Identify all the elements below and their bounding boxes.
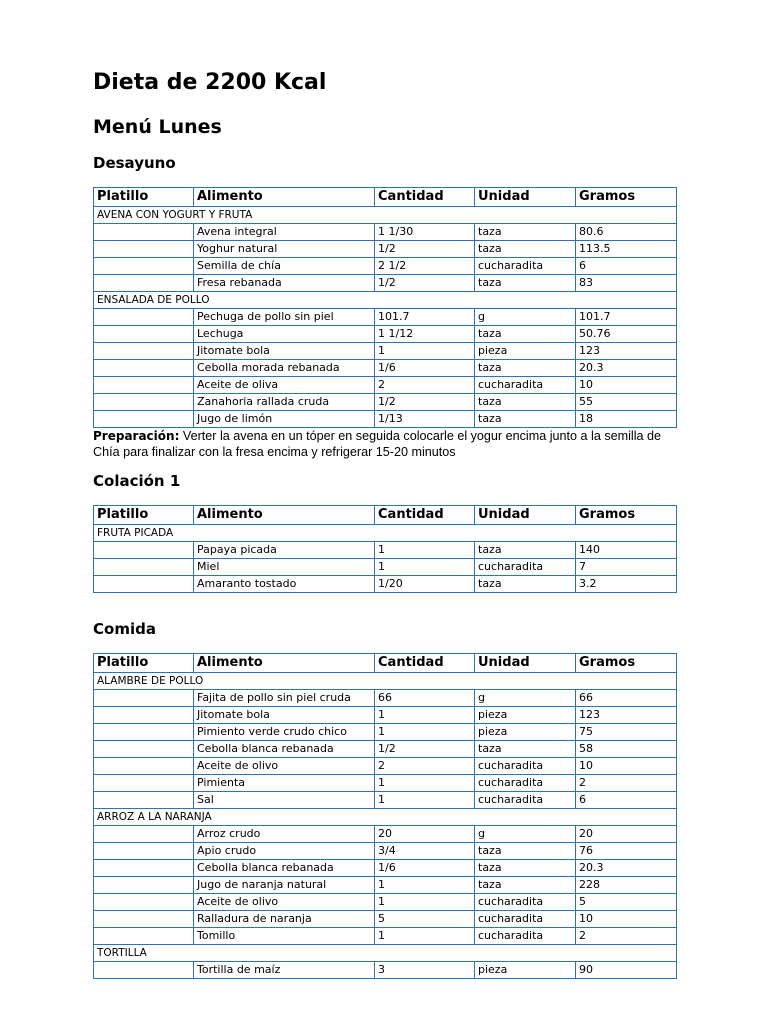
food-cell: Lechuga <box>194 326 375 343</box>
unit-cell: cucharadita <box>475 928 576 945</box>
document-title: Dieta de 2200 Kcal <box>93 70 327 95</box>
table-colacion-1 <box>93 505 677 593</box>
table-row <box>94 576 677 593</box>
quantity-cell: 1 <box>375 724 475 741</box>
grams-cell: 55 <box>576 394 677 411</box>
empty-cell <box>94 343 194 360</box>
quantity-cell: 1/20 <box>375 576 475 593</box>
quantity-cell: 2 <box>375 758 475 775</box>
unit-cell: taza <box>475 877 576 894</box>
grams-cell: 76 <box>576 843 677 860</box>
quantity-cell: 66 <box>375 690 475 707</box>
unit-cell: pieza <box>475 343 576 360</box>
empty-cell <box>94 360 194 377</box>
column-header: Platillo <box>94 654 194 673</box>
food-cell: Fajita de pollo sin piel cruda <box>194 690 375 707</box>
food-cell: Semilla de chía <box>194 258 375 275</box>
column-header: Cantidad <box>375 506 475 525</box>
menu-title: Menú Lunes <box>93 116 222 138</box>
table-row <box>94 877 677 894</box>
unit-cell: taza <box>475 741 576 758</box>
quantity-cell: 1 <box>375 792 475 809</box>
grams-cell: 50.76 <box>576 326 677 343</box>
unit-cell: g <box>475 309 576 326</box>
column-header: Platillo <box>94 506 194 525</box>
table-row <box>94 559 677 576</box>
food-cell: Sal <box>194 792 375 809</box>
dish-group-row <box>94 525 677 542</box>
section-heading-colacion-1: Colación 1 <box>93 472 181 490</box>
dish-name: AVENA CON YOGURT Y FRUTA <box>94 207 677 224</box>
empty-cell <box>94 877 194 894</box>
grams-cell: 58 <box>576 741 677 758</box>
empty-cell <box>94 826 194 843</box>
column-header: Cantidad <box>375 654 475 673</box>
dish-group-row <box>94 809 677 826</box>
empty-cell <box>94 741 194 758</box>
table-row <box>94 843 677 860</box>
quantity-cell: 1 1/12 <box>375 326 475 343</box>
quantity-cell: 20 <box>375 826 475 843</box>
empty-cell <box>94 542 194 559</box>
unit-cell: taza <box>475 394 576 411</box>
grams-cell: 2 <box>576 775 677 792</box>
dish-name: ENSALADA DE POLLO <box>94 292 677 309</box>
empty-cell <box>94 275 194 292</box>
dish-name: ARROZ A LA NARANJA <box>94 809 677 826</box>
grams-cell: 20.3 <box>576 360 677 377</box>
unit-cell: cucharadita <box>475 559 576 576</box>
table-row <box>94 241 677 258</box>
grams-cell: 113.5 <box>576 241 677 258</box>
food-cell: Aceite de olivo <box>194 758 375 775</box>
empty-cell <box>94 309 194 326</box>
dish-name: FRUTA PICADA <box>94 525 677 542</box>
preparation-text: Verter la avena en un tóper en seguida colocarle el yogur encima junto a la semilla de Chía para finalizar con la fresa encima y refrigerar 15-20 minutos <box>93 429 662 459</box>
dish-name: ALAMBRE DE POLLO <box>94 673 677 690</box>
grams-cell: 7 <box>576 559 677 576</box>
table-header-row <box>94 188 677 207</box>
empty-cell <box>94 559 194 576</box>
column-header: Gramos <box>576 506 677 525</box>
empty-cell <box>94 758 194 775</box>
table-header-row <box>94 506 677 525</box>
quantity-cell: 1 <box>375 928 475 945</box>
unit-cell: taza <box>475 576 576 593</box>
grams-cell: 20.3 <box>576 860 677 877</box>
unit-cell: taza <box>475 542 576 559</box>
food-cell: Amaranto tostado <box>194 576 375 593</box>
grams-cell: 10 <box>576 377 677 394</box>
unit-cell: cucharadita <box>475 911 576 928</box>
grams-cell: 5 <box>576 894 677 911</box>
column-header: Gramos <box>576 654 677 673</box>
empty-cell <box>94 962 194 979</box>
food-cell: Jitomate bola <box>194 707 375 724</box>
unit-cell: taza <box>475 275 576 292</box>
food-cell: Zanahoria rallada cruda <box>194 394 375 411</box>
grams-cell: 6 <box>576 258 677 275</box>
unit-cell: pieza <box>475 707 576 724</box>
food-cell: Jugo de limón <box>194 411 375 428</box>
unit-cell: taza <box>475 360 576 377</box>
column-header: Alimento <box>194 188 375 207</box>
table-row <box>94 962 677 979</box>
grams-cell: 90 <box>576 962 677 979</box>
table-row <box>94 792 677 809</box>
table-row <box>94 911 677 928</box>
food-cell: Cebolla morada rebanada <box>194 360 375 377</box>
empty-cell <box>94 394 194 411</box>
empty-cell <box>94 576 194 593</box>
column-header: Alimento <box>194 654 375 673</box>
unit-cell: cucharadita <box>475 775 576 792</box>
table-row <box>94 928 677 945</box>
column-header: Platillo <box>94 188 194 207</box>
quantity-cell: 1 <box>375 343 475 360</box>
unit-cell: pieza <box>475 962 576 979</box>
table-row <box>94 707 677 724</box>
grams-cell: 123 <box>576 343 677 360</box>
unit-cell: pieza <box>475 724 576 741</box>
grams-cell: 80.6 <box>576 224 677 241</box>
empty-cell <box>94 860 194 877</box>
table-row <box>94 275 677 292</box>
empty-cell <box>94 707 194 724</box>
unit-cell: taza <box>475 860 576 877</box>
food-cell: Aceite de olivo <box>194 894 375 911</box>
food-cell: Arroz crudo <box>194 826 375 843</box>
unit-cell: taza <box>475 241 576 258</box>
table-row <box>94 758 677 775</box>
quantity-cell: 1/13 <box>375 411 475 428</box>
food-cell: Cebolla blanca rebanada <box>194 860 375 877</box>
quantity-cell: 5 <box>375 911 475 928</box>
empty-cell <box>94 258 194 275</box>
quantity-cell: 1/2 <box>375 394 475 411</box>
section-heading-desayuno: Desayuno <box>93 154 176 172</box>
empty-cell <box>94 911 194 928</box>
food-cell: Cebolla blanca rebanada <box>194 741 375 758</box>
empty-cell <box>94 775 194 792</box>
food-cell: Pimiento verde crudo chico <box>194 724 375 741</box>
table-row <box>94 411 677 428</box>
food-cell: Jugo de naranja natural <box>194 877 375 894</box>
empty-cell <box>94 326 194 343</box>
preparation-label: Preparación: <box>93 429 180 443</box>
quantity-cell: 1/6 <box>375 860 475 877</box>
grams-cell: 83 <box>576 275 677 292</box>
grams-cell: 101.7 <box>576 309 677 326</box>
empty-cell <box>94 377 194 394</box>
table-row <box>94 775 677 792</box>
dish-group-row <box>94 207 677 224</box>
empty-cell <box>94 792 194 809</box>
grams-cell: 20 <box>576 826 677 843</box>
table-row <box>94 860 677 877</box>
quantity-cell: 3 <box>375 962 475 979</box>
unit-cell: cucharadita <box>475 792 576 809</box>
table-row <box>94 724 677 741</box>
grams-cell: 6 <box>576 792 677 809</box>
table-row <box>94 690 677 707</box>
food-cell: Papaya picada <box>194 542 375 559</box>
empty-cell <box>94 894 194 911</box>
quantity-cell: 2 1/2 <box>375 258 475 275</box>
empty-cell <box>94 690 194 707</box>
column-header: Unidad <box>475 654 576 673</box>
unit-cell: taza <box>475 843 576 860</box>
food-cell: Yoghur natural <box>194 241 375 258</box>
table-row <box>94 309 677 326</box>
unit-cell: cucharadita <box>475 894 576 911</box>
quantity-cell: 3/4 <box>375 843 475 860</box>
dish-group-row <box>94 292 677 309</box>
food-cell: Tortilla de maíz <box>194 962 375 979</box>
preparation-note <box>93 428 676 460</box>
table-comida <box>93 653 677 979</box>
unit-cell: g <box>475 690 576 707</box>
quantity-cell: 1 1/30 <box>375 224 475 241</box>
quantity-cell: 1 <box>375 894 475 911</box>
unit-cell: g <box>475 826 576 843</box>
table-row <box>94 224 677 241</box>
unit-cell: cucharadita <box>475 377 576 394</box>
table-row <box>94 360 677 377</box>
grams-cell: 123 <box>576 707 677 724</box>
table-row <box>94 326 677 343</box>
column-header: Gramos <box>576 188 677 207</box>
unit-cell: cucharadita <box>475 258 576 275</box>
table-row <box>94 343 677 360</box>
dish-name: TORTILLA <box>94 945 677 962</box>
empty-cell <box>94 724 194 741</box>
grams-cell: 3.2 <box>576 576 677 593</box>
food-cell: Miel <box>194 559 375 576</box>
quantity-cell: 1/6 <box>375 360 475 377</box>
food-cell: Aceite de oliva <box>194 377 375 394</box>
empty-cell <box>94 928 194 945</box>
grams-cell: 2 <box>576 928 677 945</box>
grams-cell: 18 <box>576 411 677 428</box>
section-heading-comida: Comida <box>93 620 156 638</box>
grams-cell: 140 <box>576 542 677 559</box>
food-cell: Ralladura de naranja <box>194 911 375 928</box>
quantity-cell: 1 <box>375 707 475 724</box>
table-row <box>94 542 677 559</box>
empty-cell <box>94 224 194 241</box>
unit-cell: cucharadita <box>475 758 576 775</box>
empty-cell <box>94 241 194 258</box>
empty-cell <box>94 411 194 428</box>
quantity-cell: 1 <box>375 559 475 576</box>
quantity-cell: 1/2 <box>375 741 475 758</box>
quantity-cell: 1 <box>375 877 475 894</box>
quantity-cell: 101.7 <box>375 309 475 326</box>
food-cell: Fresa rebanada <box>194 275 375 292</box>
quantity-cell: 2 <box>375 377 475 394</box>
table-row <box>94 894 677 911</box>
column-header: Unidad <box>475 506 576 525</box>
grams-cell: 10 <box>576 758 677 775</box>
dish-group-row <box>94 673 677 690</box>
table-row <box>94 258 677 275</box>
quantity-cell: 1 <box>375 775 475 792</box>
column-header: Unidad <box>475 188 576 207</box>
column-header: Cantidad <box>375 188 475 207</box>
grams-cell: 10 <box>576 911 677 928</box>
grams-cell: 228 <box>576 877 677 894</box>
unit-cell: taza <box>475 224 576 241</box>
empty-cell <box>94 843 194 860</box>
table-desayuno <box>93 187 677 428</box>
grams-cell: 75 <box>576 724 677 741</box>
unit-cell: taza <box>475 326 576 343</box>
table-row <box>94 826 677 843</box>
quantity-cell: 1/2 <box>375 241 475 258</box>
food-cell: Apio crudo <box>194 843 375 860</box>
food-cell: Tomillo <box>194 928 375 945</box>
table-header-row <box>94 654 677 673</box>
column-header: Alimento <box>194 506 375 525</box>
dish-group-row <box>94 945 677 962</box>
table-row <box>94 741 677 758</box>
food-cell: Avena integral <box>194 224 375 241</box>
table-row <box>94 394 677 411</box>
quantity-cell: 1/2 <box>375 275 475 292</box>
grams-cell: 66 <box>576 690 677 707</box>
food-cell: Jitomate bola <box>194 343 375 360</box>
food-cell: Pechuga de pollo sin piel <box>194 309 375 326</box>
food-cell: Pimienta <box>194 775 375 792</box>
table-row <box>94 377 677 394</box>
quantity-cell: 1 <box>375 542 475 559</box>
unit-cell: taza <box>475 411 576 428</box>
